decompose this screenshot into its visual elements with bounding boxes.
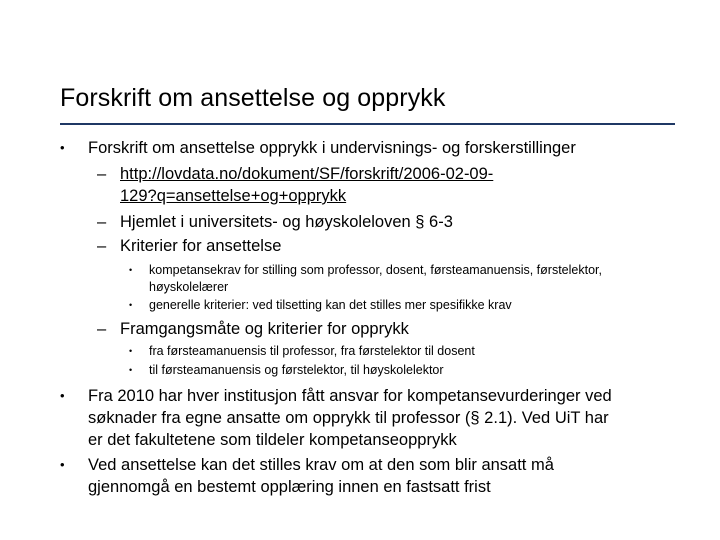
dash-marker: – (97, 320, 107, 338)
subsubitem-line-1: kompetansekrav for stilling som professor, dosent, førsteamanuensis, førstelektor, (149, 263, 602, 277)
subsubitem-line-2: høyskolelærer (149, 280, 229, 294)
title-underline (60, 123, 675, 125)
subsubitem-text: til førsteamanuensis og førstelektor, til høyskolelektor (149, 363, 444, 377)
small-bullet-marker: • (129, 300, 133, 310)
slide-title: Forskrift om ansettelse og opprykk (60, 84, 446, 112)
subsubitem-text: fra førsteamanuensis til professor, fra førstelektor til dosent (149, 344, 475, 358)
bullet-line-3: er det fakultetene som tildeler kompetanseopprykk (88, 431, 457, 449)
bullet-line-2: gjennomgå en bestemt opplæring innen en fastsatt frist (88, 478, 491, 496)
bullet-marker: • (60, 388, 65, 403)
bullet-line-2: søknader fra egne ansatte om opprykk til professor (§ 2.1). Ved UiT har (88, 409, 609, 427)
bullet-text (88, 454, 670, 498)
subitem-text: Hjemlet i universitets- og høyskoleloven § 6-3 (120, 213, 453, 231)
small-bullet-marker: • (129, 346, 133, 356)
subitem-text: Kriterier for ansettelse (120, 237, 282, 255)
bullet-text: Forskrift om ansettelse opprykk i undervisnings- og forskerstillinger (88, 139, 576, 157)
subsubitem-text (149, 262, 669, 296)
dash-marker: – (97, 165, 107, 183)
lovdata-link[interactable] (120, 163, 680, 207)
bullet-text (88, 385, 670, 451)
subitem-text: Framgangsmåte og kriterier for opprykk (120, 320, 409, 338)
link-line-1: http://lovdata.no/dokument/SF/forskrift/2006-02-09- (120, 165, 494, 183)
small-bullet-marker: • (129, 365, 133, 375)
dash-marker: – (97, 213, 107, 231)
bullet-line-1: Fra 2010 har hver institusjon fått ansvar for kompetansevurderinger ved (88, 387, 612, 405)
bullet-marker: • (60, 140, 65, 155)
dash-marker: – (97, 237, 107, 255)
small-bullet-marker: • (129, 265, 133, 275)
bullet-line-1: Ved ansettelse kan det stilles krav om at den som blir ansatt må (88, 456, 554, 474)
subsubitem-text: generelle kriterier: ved tilsetting kan det stilles mer spesifikke krav (149, 298, 512, 312)
link-line-2: 129?q=ansettelse+og+opprykk (120, 187, 347, 205)
bullet-marker: • (60, 457, 65, 472)
